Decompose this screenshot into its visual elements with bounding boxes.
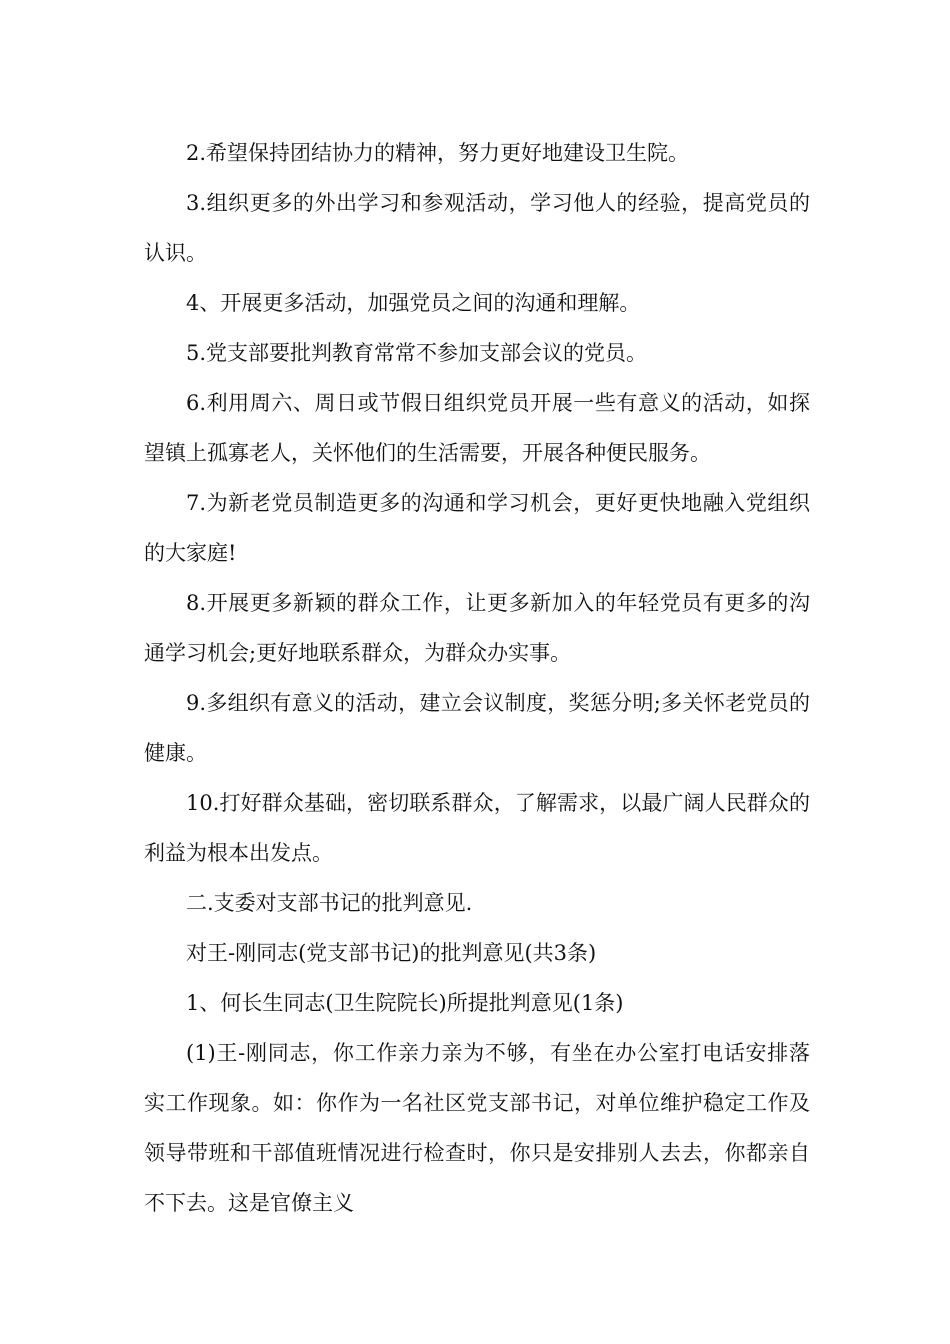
paragraph-suggestion-3: 3.组织更多的外出学习和参观活动，学习他人的经验，提高党员的认识。 xyxy=(144,191,810,265)
paragraph-suggestion-2: 2.希望保持团结协力的精神，努力更好地建设卫生院。 xyxy=(186,141,690,165)
paragraph-suggestion-5: 5.党支部要批判教育常常不参加支部会议的党员。 xyxy=(186,341,648,365)
paragraph-suggestion-10: 10.打好群众基础，密切联系群众，了解需求，以最广阔人民群众的利益为根本出发点。 xyxy=(144,791,810,865)
criticism-source-heading: 1、何长生同志(卫生院院长)所提批判意见(1条) xyxy=(186,991,624,1015)
document-body xyxy=(144,128,810,1228)
criticism-item-1: (1)王-刚同志，你工作亲力亲为不够，有坐在办公室打电话安排落实工作现象。如：你作为一名社区党支部书记，对单位维护稳定工作及领导带班和干部值班情况进行检查时，你只是安排别人去去，你都亲自不下去。这是官僚主义 xyxy=(144,1041,810,1215)
paragraph-suggestion-6: 6.利用周六、周日或节假日组织党员开展一些有意义的活动，如探望镇上孤寡老人，关怀他们的生活需要，开展各种便民服务。 xyxy=(144,391,810,465)
paragraph-suggestion-8: 8.开展更多新颖的群众工作，让更多新加入的年轻党员有更多的沟通学习机会;更好地联系群众，为群众办实事。 xyxy=(144,591,810,665)
paragraph-suggestion-4: 4、开展更多活动，加强党员之间的沟通和理解。 xyxy=(186,291,641,315)
paragraph-suggestion-7: 7.为新老党员制造更多的沟通和学习机会，更好更快地融入党组织的大家庭! xyxy=(144,491,810,565)
subsection-heading: 对王-刚同志(党支部书记)的批判意见(共3条) xyxy=(186,941,597,965)
section-heading: 二.支委对支部书记的批判意见. xyxy=(186,891,473,915)
paragraph-suggestion-9: 9.多组织有意义的活动，建立会议制度，奖惩分明;多关怀老党员的健康。 xyxy=(144,691,810,765)
